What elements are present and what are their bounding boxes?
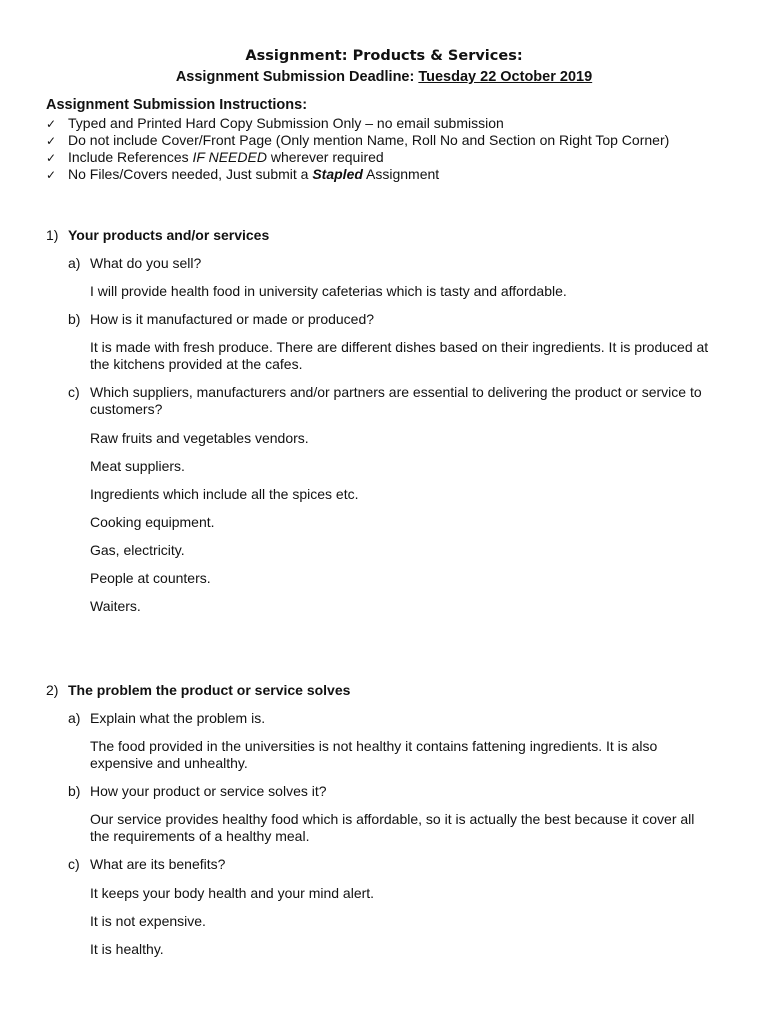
section-number: 2) xyxy=(46,682,59,698)
answer: Ingredients which include all the spices etc. xyxy=(90,486,359,502)
section-number: 1) xyxy=(46,227,59,243)
section-title: The problem the product or service solves xyxy=(68,682,351,698)
deadline-date: Tuesday 22 October 2019 xyxy=(418,69,593,85)
instruction-text: Typed and Printed Hard Copy Submission Only – no email submission xyxy=(68,115,504,131)
answer: It is healthy. xyxy=(90,941,164,957)
section-title: Your products and/or services xyxy=(68,227,270,243)
check-icon: ✓ xyxy=(46,168,57,182)
instruction-emphasis: IF NEEDED xyxy=(192,149,267,165)
answer: Our service provides healthy food which is affordable, so it is actually the best because it cover all the requirements of a healthy meal. xyxy=(90,811,695,844)
question xyxy=(68,856,710,873)
question xyxy=(68,384,710,418)
question-text: Explain what the problem is. xyxy=(90,710,266,726)
instruction-item xyxy=(46,115,669,132)
question-letter: b) xyxy=(68,311,81,327)
question-letter: c) xyxy=(68,856,80,872)
document-title: Assignment: Products & Services: xyxy=(245,48,523,64)
check-icon: ✓ xyxy=(46,117,57,131)
instruction-text: Assignment xyxy=(362,166,440,182)
section-2-heading xyxy=(46,682,350,699)
question-letter: a) xyxy=(68,710,81,726)
instruction-item xyxy=(46,166,669,183)
question xyxy=(68,311,710,328)
instructions-heading: Assignment Submission Instructions: xyxy=(46,97,308,113)
question xyxy=(68,255,710,272)
instruction-item xyxy=(46,132,669,149)
instructions-list xyxy=(46,115,669,183)
instruction-item xyxy=(46,149,669,166)
question-text: How is it manufactured or made or produced? xyxy=(90,311,375,327)
question xyxy=(68,783,710,800)
instruction-text: wherever required xyxy=(266,149,384,165)
answer: It keeps your body health and your mind alert. xyxy=(90,885,375,901)
answer: Meat suppliers. xyxy=(90,458,185,474)
section-1-heading xyxy=(46,227,269,244)
question xyxy=(68,710,710,727)
answer: Cooking equipment. xyxy=(90,514,215,530)
question-text: Which suppliers, manufacturers and/or partners are essential to delivering the product or service to customers? xyxy=(90,384,702,417)
question-text: What do you sell? xyxy=(90,255,202,271)
instruction-text: Include References xyxy=(68,149,193,165)
instruction-text: Do not include Cover/Front Page (Only mention Name, Roll No and Section on Right Top Corner) xyxy=(68,132,670,148)
question-text: How your product or service solves it? xyxy=(90,783,327,799)
answer: The food provided in the universities is not healthy it contains fattening ingredients. It is also expensive and unhealthy. xyxy=(90,738,658,771)
answer: Gas, electricity. xyxy=(90,542,185,558)
answer: People at counters. xyxy=(90,570,211,586)
answer: Waiters. xyxy=(90,598,141,614)
instruction-emphasis: Stapled xyxy=(312,166,363,182)
answer: It is not expensive. xyxy=(90,913,206,929)
answer: Raw fruits and vegetables vendors. xyxy=(90,430,309,446)
check-icon: ✓ xyxy=(46,134,57,148)
question-letter: c) xyxy=(68,384,80,400)
answer: It is made with fresh produce. There are different dishes based on their ingredients. It is produced at the kitchens provided at the cafes. xyxy=(90,339,709,372)
answer: I will provide health food in university cafeterias which is tasty and affordable. xyxy=(90,283,567,299)
instruction-text: No Files/Covers needed, Just submit a xyxy=(68,166,313,182)
check-icon: ✓ xyxy=(46,151,57,165)
deadline-label: Assignment Submission Deadline: xyxy=(175,69,419,85)
question-letter: a) xyxy=(68,255,81,271)
question-letter: b) xyxy=(68,783,81,799)
question-text: What are its benefits? xyxy=(90,856,226,872)
deadline-line xyxy=(0,69,768,86)
